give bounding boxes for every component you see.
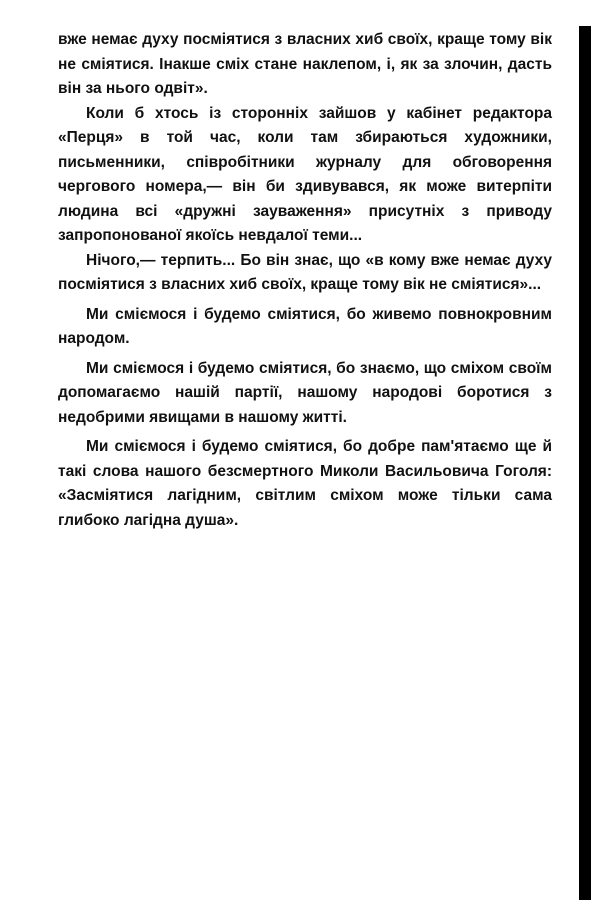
page-edge-bar — [579, 26, 591, 900]
page-text — [58, 28, 552, 533]
paragraph-editor-office: Коли б хтось із сторонніх зайшов у кабінет редактора «Перця» в той час, коли там збираються художники, письменники, співробітники журналу для обговорення чергового номера,— він би здивувався, як може витерпіти людина всі «дружні зауваження» присутніх з приводу запропонованої якоїсь невдалої теми... — [58, 104, 552, 244]
paragraph-endures: Нічого,— терпить... Бо він знає, що «в кому вже немає духу посміятися з власних хиб своїх, краще тому вік не сміятися»... — [58, 251, 552, 293]
paragraph-laugh-gogol: Ми сміємося і будемо сміятися, бо добре пам'ятаємо ще й такі слова нашого безсмертного Миколи Васильовича Гоголя: «Засміятися лагідним, світлим сміхом може тільки сама глибоко лагідна душа». — [58, 438, 552, 529]
paragraph-continuation: вже немає духу посміятися з власних хиб своїх, краще тому вік не сміятися. Інакше сміх стане наклепом, і, як за злочин, дасть він за нього одвіт». — [58, 31, 552, 97]
paragraph-laugh-party: Ми сміємося і будемо сміятися, бо знаємо, що сміхом своїм допомагаємо нашій партії, нашому народові боротися з недобрими явищами в нашому житті. — [58, 359, 552, 426]
paragraph-laugh-people: Ми сміємося і будемо сміятися, бо живемо повнокровним народом. — [58, 305, 552, 347]
